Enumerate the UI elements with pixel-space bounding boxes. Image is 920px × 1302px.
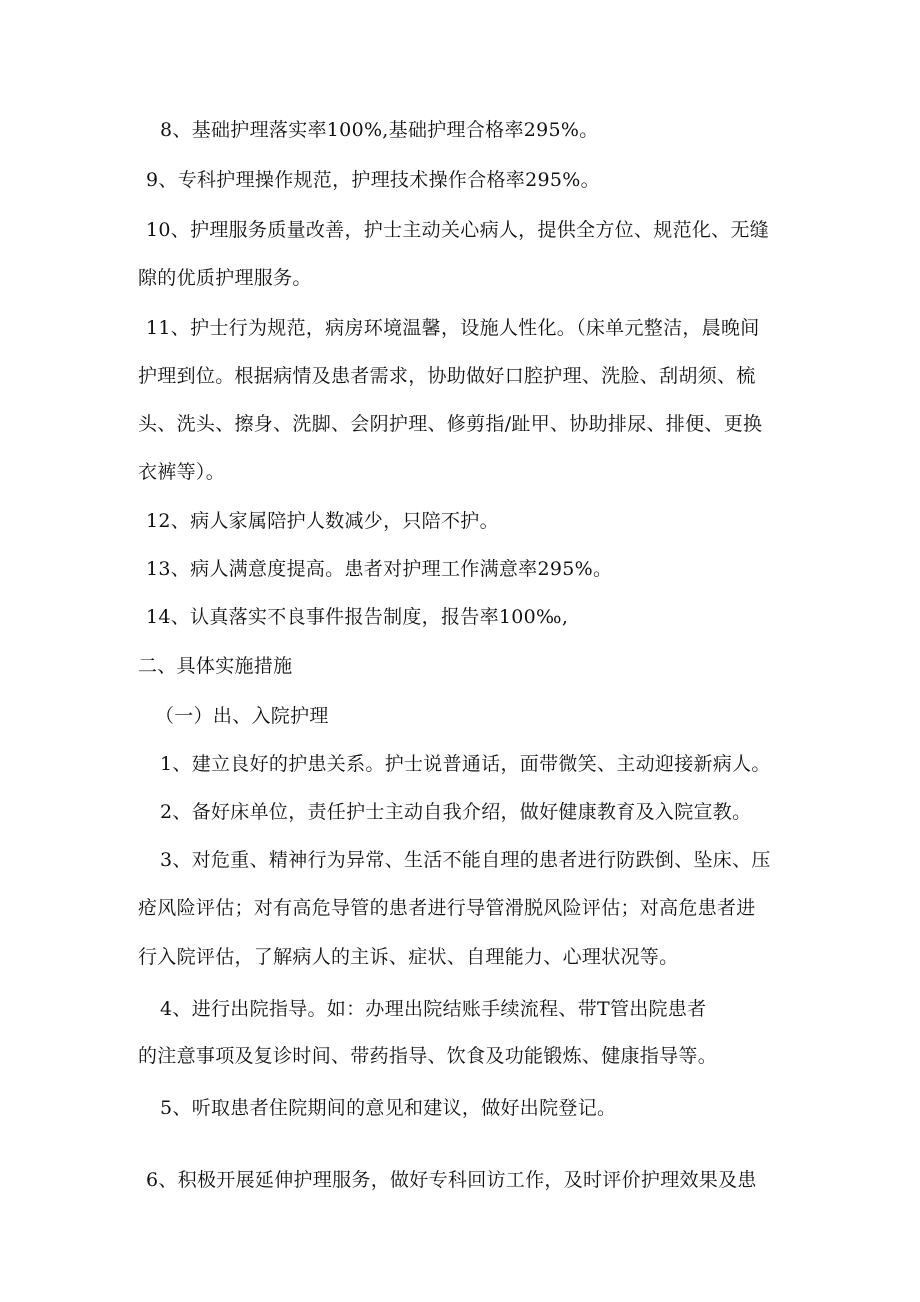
section-heading: 二、具体实施措施 xyxy=(138,655,293,677)
item-8: 8、基础护理落实率100%,基础护理合格率295%。 xyxy=(160,119,599,141)
measure-1: 1、建立良好的护患关系。护士说普通话，面带微笑、主动迎接新病人。 xyxy=(160,753,771,775)
subsection-heading: （一）出、入院护理 xyxy=(155,705,329,727)
measure-3-continued-1: 疮风险评估；对有高危导管的患者进行导管滑脱风险评估；对高危患者进 xyxy=(138,897,756,919)
measure-6: 6、积极开展延伸护理服务，做好专科回访工作，及时评价护理效果及患 xyxy=(146,1169,757,1191)
measure-3-continued-2: 行入院评估，了解病人的主诉、症状、自理能力、心理状况等。 xyxy=(138,946,679,968)
item-12: 12、病人家属陪护人数减少，只陪不护。 xyxy=(146,510,499,532)
item-14: 14、认真落实不良事件报告制度，报告率100‰, xyxy=(146,606,569,628)
item-13: 13、病人满意度提高。患者对护理工作满意率295%。 xyxy=(146,558,613,580)
item-11: 11、护士行为规范，病房环境温馨，设施人性化。（床单元整洁，晨晚间 xyxy=(146,317,760,339)
item-11-continued-3: 衣裤等）。 xyxy=(138,461,226,483)
measure-2: 2、备好床单位，责任护士主动自我介绍，做好健康教育及入院宣教。 xyxy=(160,801,752,823)
item-9: 9、专科护理操作规范，护理技术操作合格率295%。 xyxy=(146,169,600,191)
item-10-continued: 隙的优质护理服务。 xyxy=(138,267,312,289)
item-11-continued-1: 护理到位。根据病情及患者需求，协助做好口腔护理、洗脸、刮胡须、梳 xyxy=(138,365,756,387)
measure-3: 3、对危重、精神行为异常、生活不能自理的患者进行防跌倒、坠床、压 xyxy=(160,849,771,871)
measure-5: 5、听取患者住院期间的意见和建议，做好出院登记。 xyxy=(160,1097,617,1119)
measure-4: 4、进行出院指导。如：办理出院结账手续流程、带T管出院患者 xyxy=(160,998,707,1020)
item-11-continued-2: 头、洗头、擦身、洗脚、会阴护理、修剪指/趾甲、协助排尿、排便、更换 xyxy=(138,413,763,435)
measure-4-continued: 的注意事项及复诊时间、带药指导、饮食及功能锻炼、健康指导等。 xyxy=(138,1045,718,1067)
item-10: 10、护理服务质量改善，护士主动关心病人，提供全方位、规范化、无缝 xyxy=(146,219,770,241)
